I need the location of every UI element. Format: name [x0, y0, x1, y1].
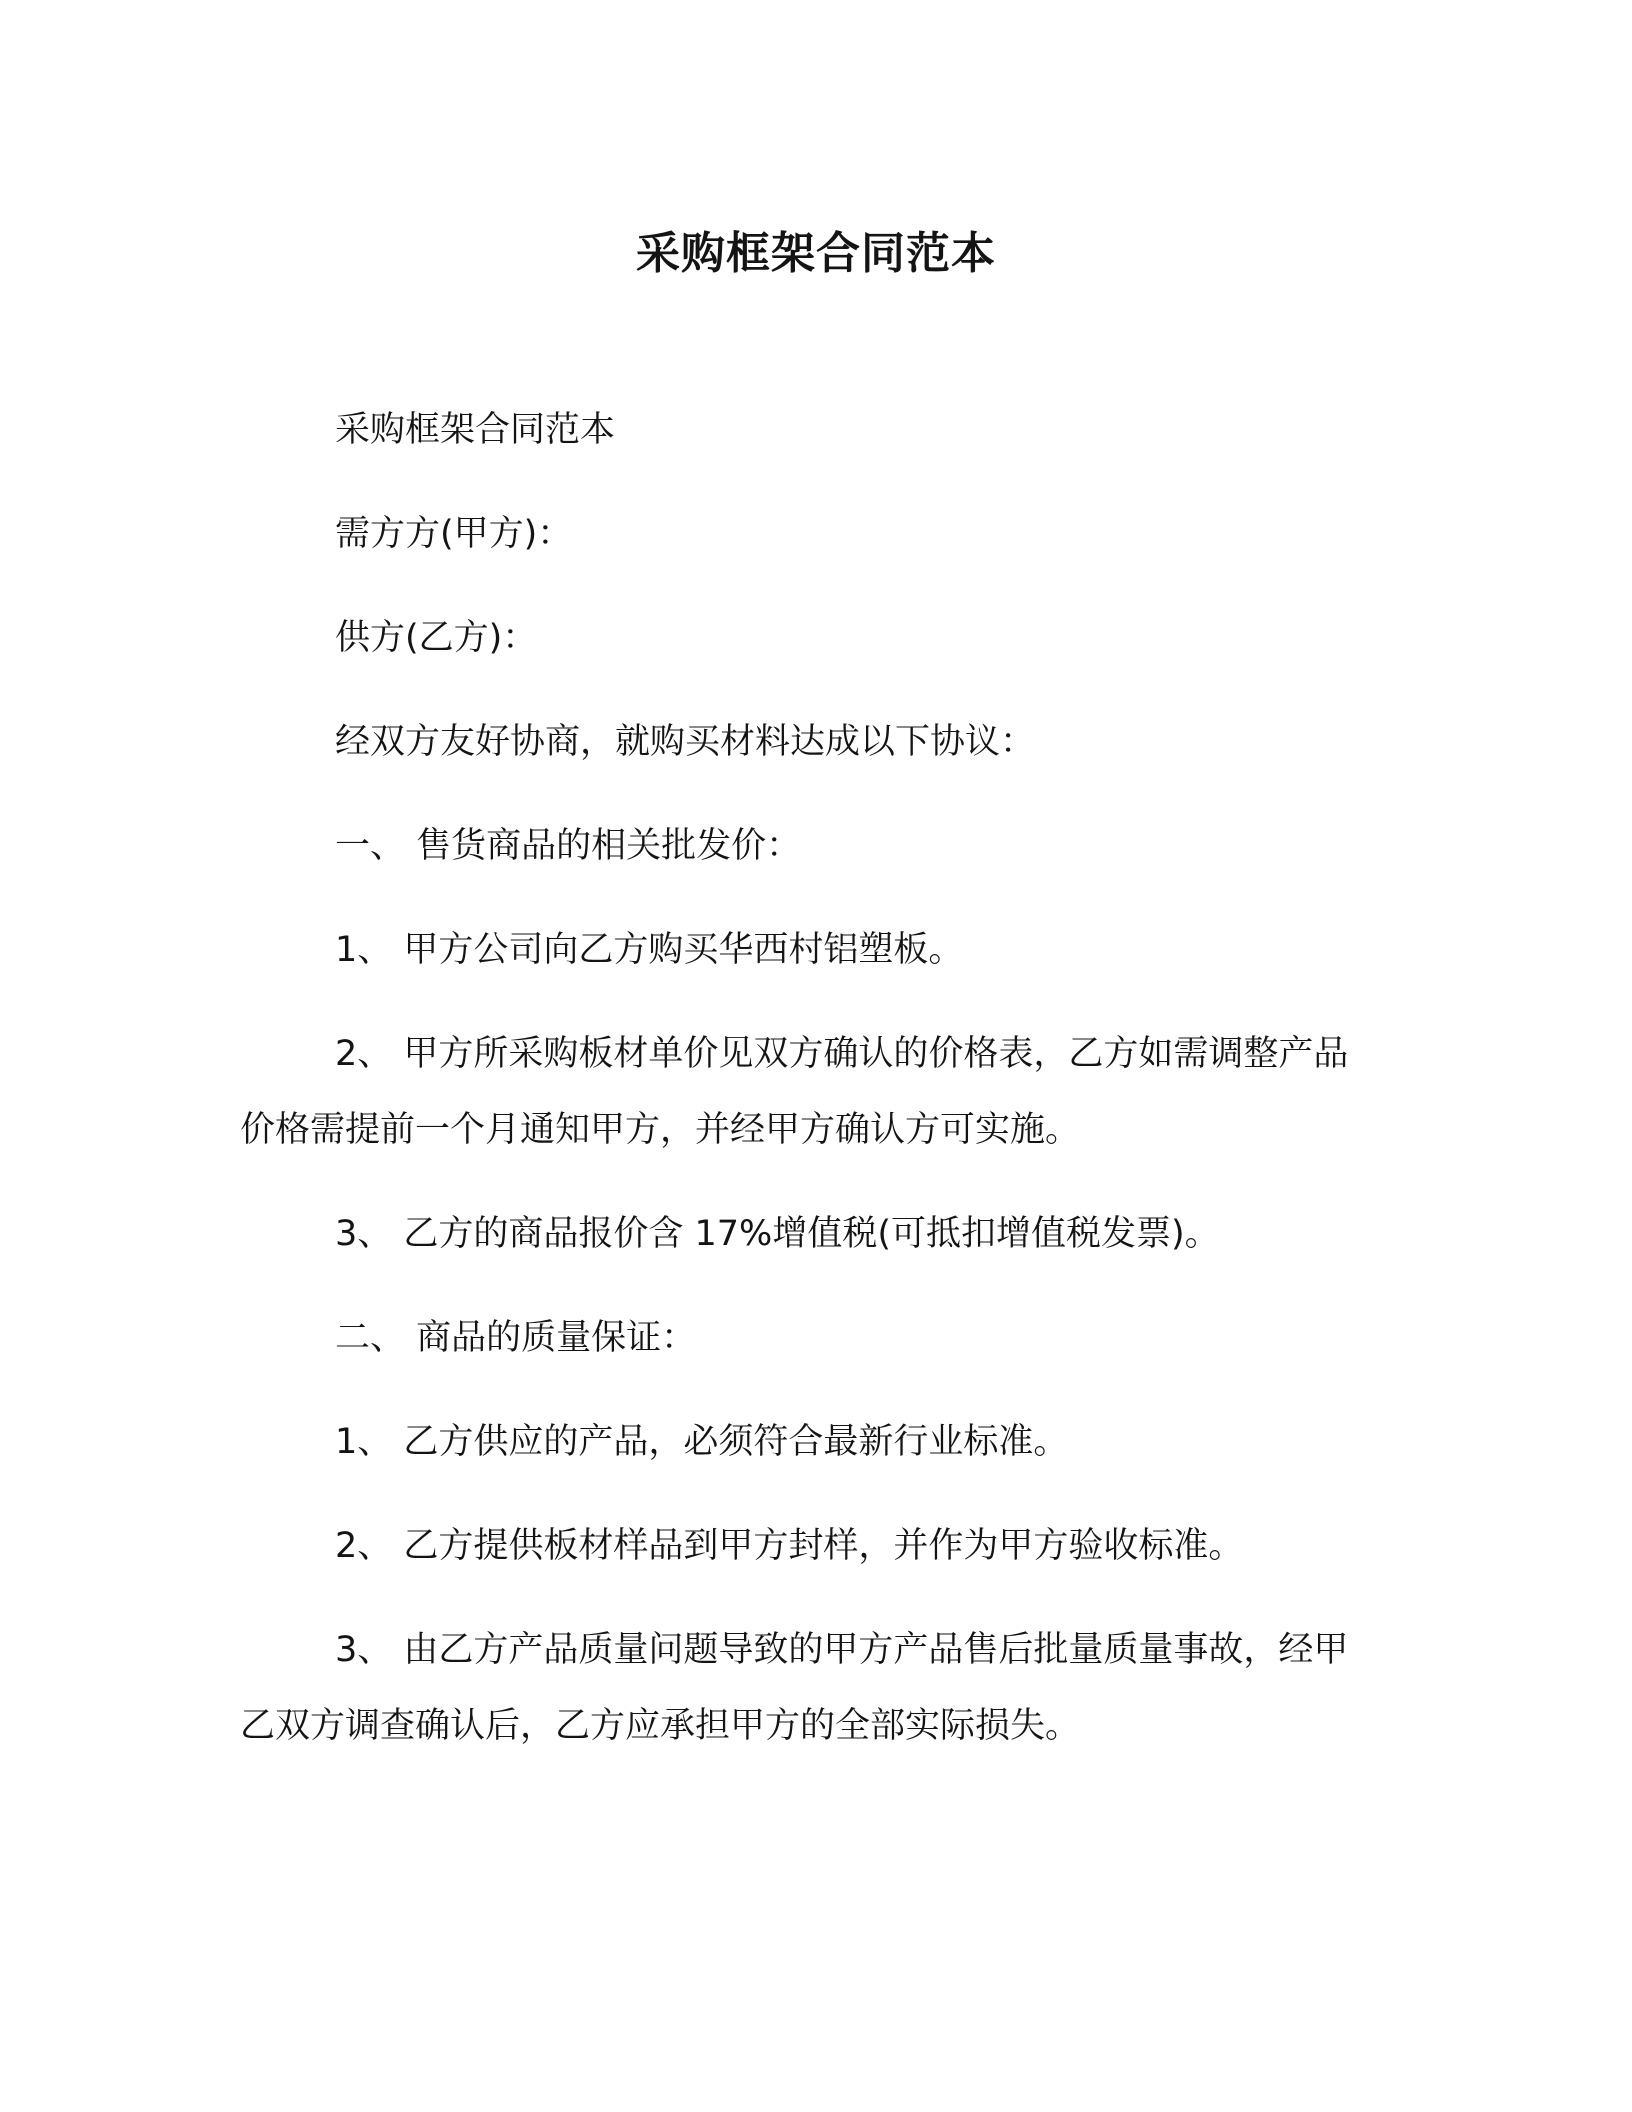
document-body	[240, 392, 1375, 1792]
clause-pricing-1: 1、 甲方公司向乙方购买华西村铝塑板。	[335, 930, 964, 970]
clause-quality-1: 1、 乙方供应的产品，必须符合最新行业标准。	[335, 1422, 1069, 1462]
section-heading-quality: 二、 商品的质量保证：	[335, 1318, 697, 1358]
clause-pricing-3: 3、 乙方的商品报价含 17%增值税(可抵扣增值税发票)。	[335, 1214, 1220, 1254]
clause-quality-3: 3、 由乙方产品质量问题导致的甲方产品售后批量质量事故，经甲乙双方调查确认后，乙方应承担甲方的全部实际损失。	[240, 1630, 1349, 1746]
document-title: 采购框架合同范本	[636, 228, 996, 279]
paragraph-agreement-intro: 经双方友好协商，就购买材料达成以下协议：	[335, 722, 1036, 762]
clause-pricing-2: 2、 甲方所采购板材单价见双方确认的价格表，乙方如需调整产品价格需提前一个月通知甲方，并经甲方确认方可实施。	[240, 1034, 1349, 1150]
paragraph-party-a: 需方方(甲方)：	[335, 514, 573, 554]
section-heading-pricing: 一、 售货商品的相关批发价：	[335, 826, 802, 866]
paragraph-party-b: 供方(乙方)：	[335, 618, 538, 658]
paragraph-heading-repeat: 采购框架合同范本	[335, 410, 616, 450]
clause-quality-2: 2、 乙方提供板材样品到甲方封样，并作为甲方验收标准。	[335, 1526, 1244, 1566]
